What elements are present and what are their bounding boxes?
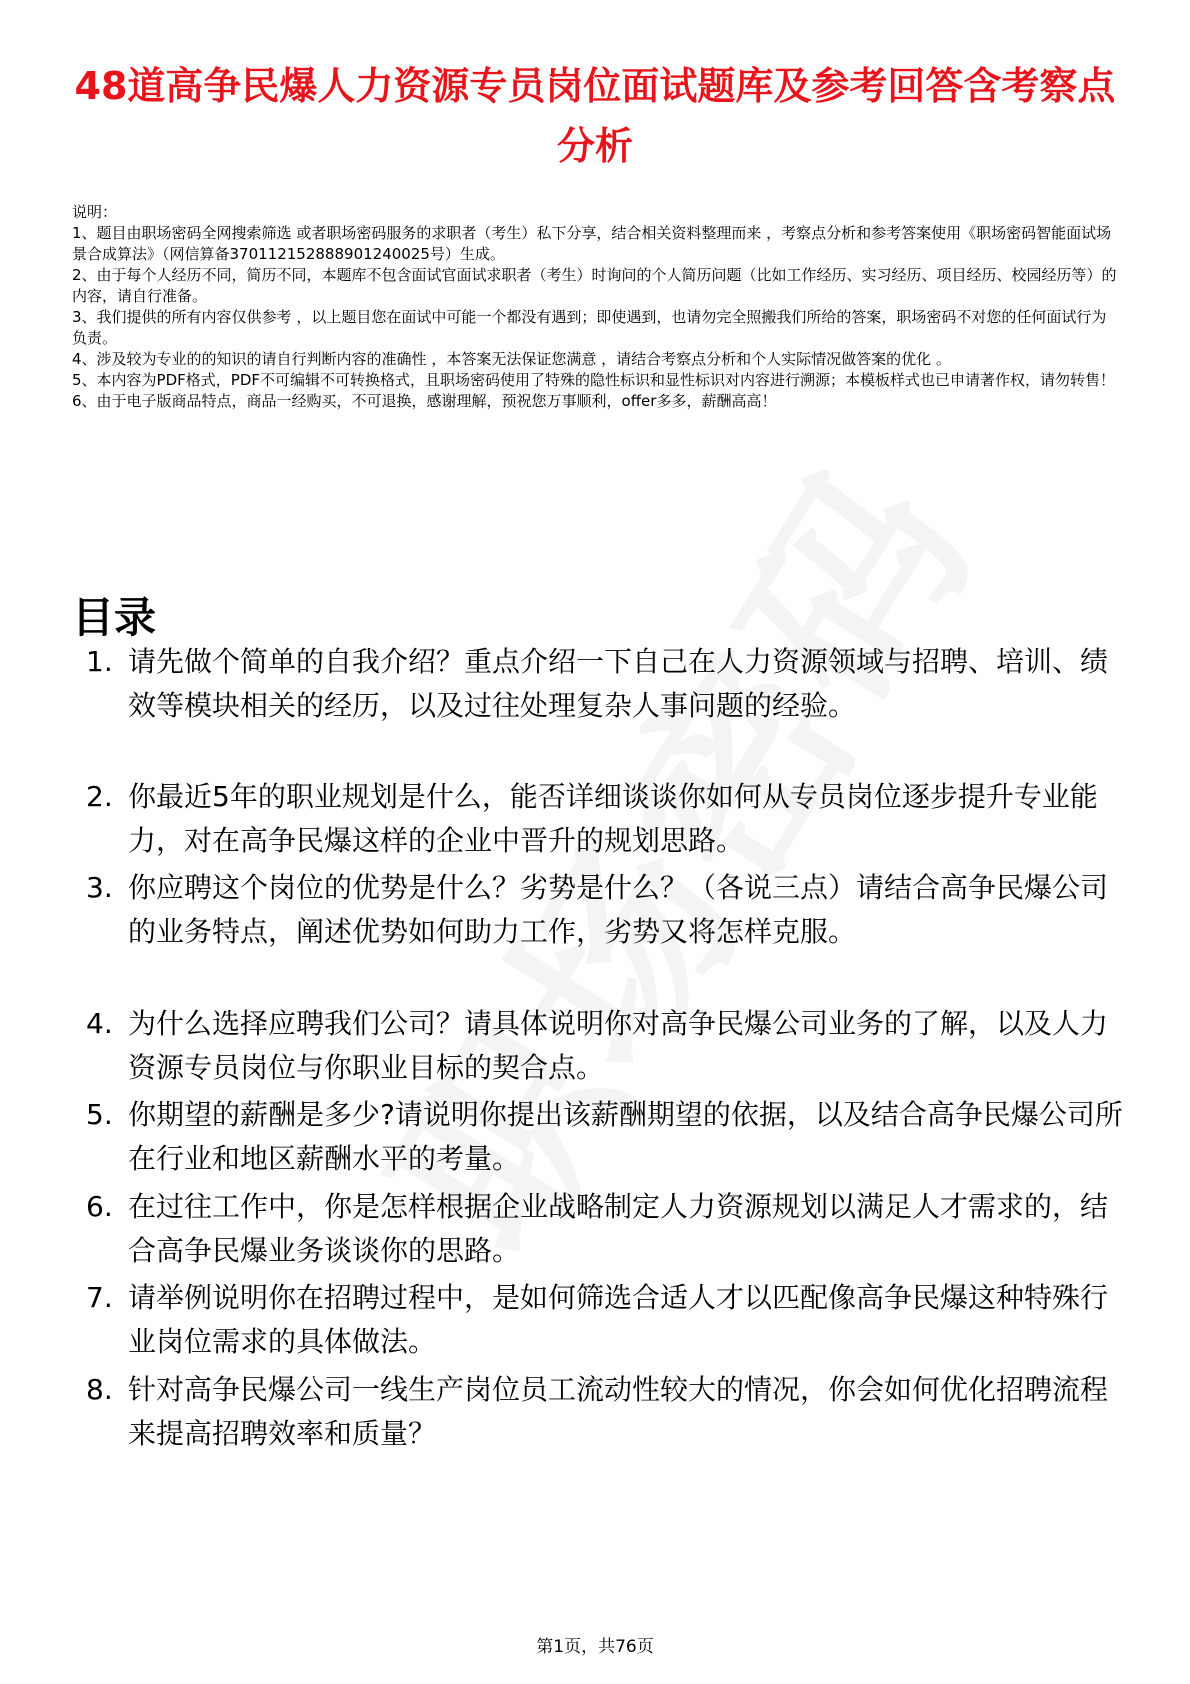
toc-item-number: 4.	[86, 1007, 113, 1040]
notes-section	[72, 202, 1118, 412]
toc-item-text: 针对高争民爆公司一线生产岗位员工流动性较大的情况，你会如何优化招聘流程来提高招聘效率和质量？	[128, 1373, 1109, 1450]
toc-item-number: 3.	[86, 871, 113, 904]
toc-item-text: 为什么选择应聘我们公司？请具体说明你对高争民爆公司业务的了解，以及人力资源专员岗位与你职业目标的契合点。	[128, 1007, 1109, 1084]
note-item: 5、本内容为PDF格式，PDF不可编辑不可转换格式，且职场密码使用了特殊的隐性标识和显性标识对内容进行溯源；本模板样式也已申请著作权，请勿转售！	[72, 371, 1115, 389]
toc-item[interactable]	[86, 1368, 1132, 1456]
note-item: 2、由于每个人经历不同，简历不同，本题库不包含面试官面试求职者（考生）时询问的个人简历问题（比如工作经历、实习经历、项目经历、校园经历等）的内容，请自行准备。	[72, 266, 1117, 305]
toc-item[interactable]	[86, 1185, 1132, 1273]
toc-item[interactable]	[86, 775, 1132, 863]
toc-item-number: 8.	[86, 1373, 113, 1406]
note-item: 1、题目由职场密码全网搜索筛选 或者职场密码服务的求职者（考生）私下分享，结合相关资料整理而来 ，考察点分析和参考答案使用《职场密码智能面试场景合成算法》（网信算备370112152888901240025号）生成。	[72, 224, 1112, 263]
toc-item[interactable]	[86, 1276, 1132, 1364]
toc-item-text: 你期望的薪酬是多少?请说明你提出该薪酬期望的依据，以及结合高争民爆公司所在行业和地区薪酬水平的考量。	[128, 1098, 1123, 1175]
toc-item[interactable]	[86, 640, 1132, 728]
toc-item-text: 请先做个简单的自我介绍？重点介绍一下自己在人力资源领域与招聘、培训、绩效等模块相关的经历，以及过往处理复杂人事问题的经验。	[128, 645, 1109, 722]
toc-item-number: 6.	[86, 1190, 113, 1223]
note-item: 3、我们提供的所有内容仅供参考 ，以上题目您在面试中可能一个都没有遇到；即使遇到，也请勿完全照搬我们所给的答案，职场密码不对您的任何面试行为负责。	[72, 308, 1107, 347]
page-number: 第1页，共76页	[536, 1637, 654, 1657]
toc-item-number: 5.	[86, 1098, 113, 1131]
toc-item[interactable]	[86, 866, 1132, 954]
toc-item[interactable]	[86, 1002, 1132, 1090]
toc-heading: 目录	[72, 593, 157, 642]
toc-item-text: 你应聘这个岗位的优势是什么？劣势是什么？（各说三点）请结合高争民爆公司的业务特点，阐述优势如何助力工作，劣势又将怎样克服。	[128, 871, 1109, 948]
toc-item-number: 1.	[86, 645, 113, 678]
toc-item-text: 请举例说明你在招聘过程中，是如何筛选合适人才以匹配像高争民爆这种特殊行业岗位需求的具体做法。	[128, 1281, 1109, 1358]
toc-item-text: 你最近5年的职业规划是什么，能否详细谈谈你如何从专员岗位逐步提升专业能力，对在高争民爆这样的企业中晋升的规划思路。	[128, 780, 1098, 857]
toc-item-text: 在过往工作中，你是怎样根据企业战略制定人力资源规划以满足人才需求的，结合高争民爆业务谈谈你的思路。	[128, 1190, 1109, 1267]
note-item: 4、涉及较为专业的的知识的请自行判断内容的准确性 ，本答案无法保证您满意 ，请结合考察点分析和个人实际情况做答案的优化 。	[72, 350, 951, 368]
notes-heading: 说明：	[72, 203, 118, 221]
note-item: 6、由于电子版商品特点，商品一经购买，不可退换，感谢理解，预祝您万事顺利，offer多多，薪酬高高！	[72, 392, 777, 410]
toc-item-number: 2.	[86, 780, 113, 813]
toc-item[interactable]	[86, 1093, 1132, 1181]
toc-item-number: 7.	[86, 1281, 113, 1314]
document-title: 48道高争民爆人力资源专员岗位面试题库及参考回答含考察点分析	[74, 64, 1116, 168]
